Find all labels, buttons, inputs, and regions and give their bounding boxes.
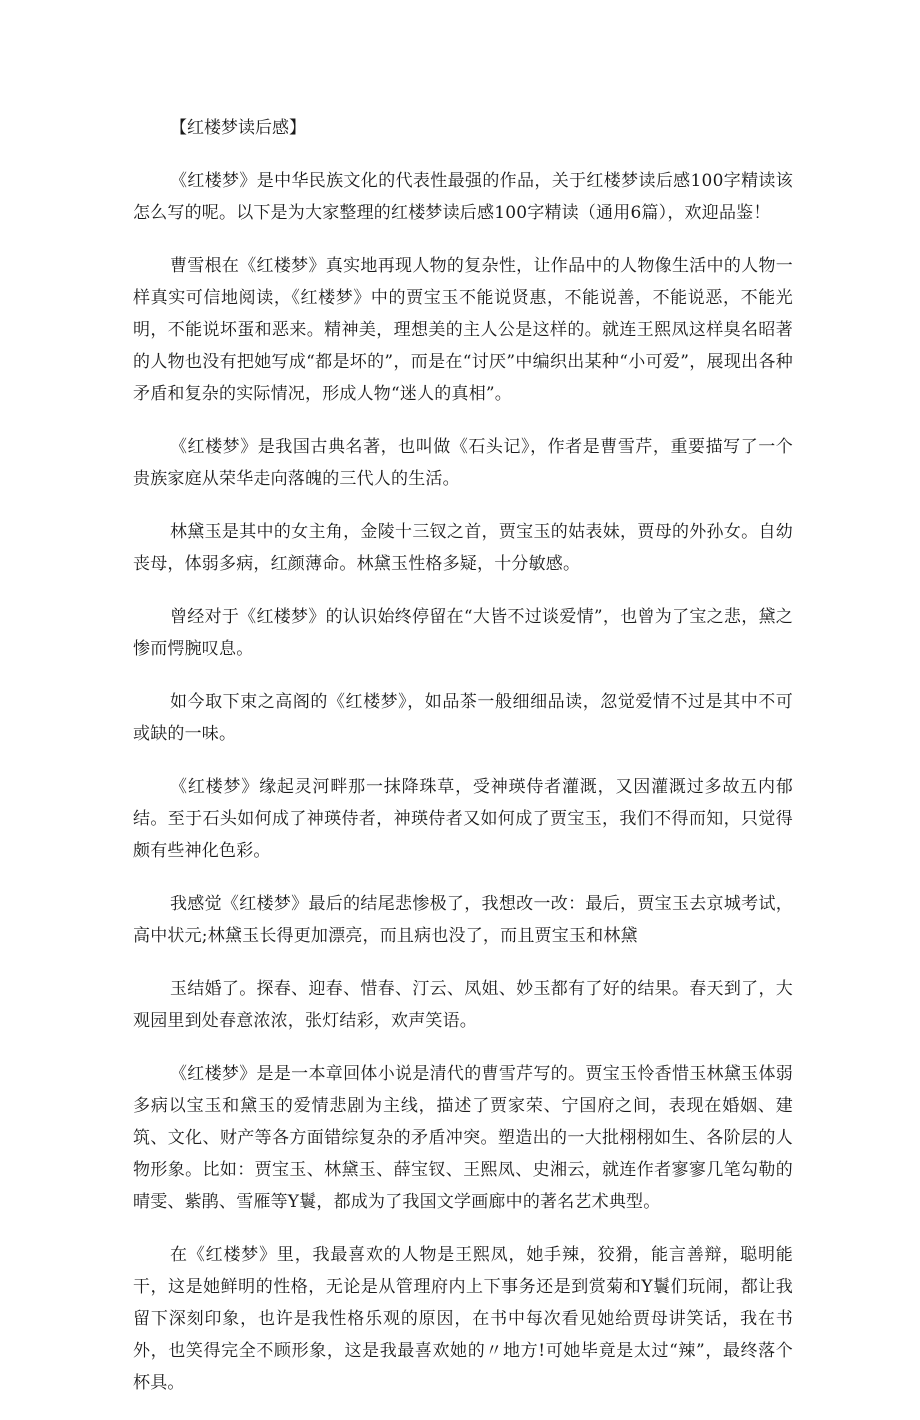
document-page <box>133 112 793 1420</box>
paragraph: 《红楼梦》缘起灵河畔那一抹降珠草，受神瑛侍者灌溉，又因灌溉过多故五内郁结。至于石头如何成了神瑛侍者，神瑛侍者又如何成了贾宝玉，我们不得而知，只觉得颇有些神化色彩。 <box>133 777 793 861</box>
paragraph: 玉结婚了。探春、迎春、惜春、汀云、凤姐、妙玉都有了好的结果。春天到了，大观园里到处春意浓浓，张灯结彩，欢声笑语。 <box>133 979 793 1031</box>
paragraph: 林黛玉是其中的女主角，金陵十三钗之首，贾宝玉的姑表妹，贾母的外孙女。自幼丧母，体弱多病，红颜薄命。林黛玉性格多疑，十分敏感。 <box>133 522 793 574</box>
paragraph: 曾经对于《红楼梦》的认识始终停留在“大皆不过谈爱情”，也曾为了宝之悲，黛之惨而愕腕叹息。 <box>133 607 793 659</box>
paragraph: 曹雪根在《红楼梦》真实地再现人物的复杂性，让作品中的人物像生活中的人物一样真实可信地阅读，《红楼梦》中的贾宝玉不能说贤惠，不能说善，不能说恶，不能光明，不能说坏蛋和恶来。精神美，理想美的主人公是这样的。就连王熙凤这样臭名昭著的人物也没有把她写成“都是坏的”，而是在“讨厌”中编织出某种“小可爱”，展现出各种矛盾和复杂的实际情况，形成人物“迷人的真相”。 <box>133 256 793 404</box>
paragraph: 《红楼梦》是我国古典名著，也叫做《石头记》，作者是曹雪芹，重要描写了一个贵族家庭从荣华走向落魄的三代人的生活。 <box>133 437 793 489</box>
paragraph: 《红楼梦》是是一本章回体小说是清代的曹雪芹写的。贾宝玉怜香惜玉林黛玉体弱多病以宝玉和黛玉的爱情悲剧为主线，描述了贾家荣、宁国府之间，表现在婚姻、建筑、文化、财产等各方面错综复杂的矛盾冲突。塑造出的一大批栩栩如生、各阶层的人物形象。比如：贾宝玉、林黛玉、薛宝钗、王熙凤、史湘云，就连作者寥寥几笔勾勒的晴雯、紫鹃、雪雁等Y鬟，都成为了我国文学画廊中的著名艺术典型。 <box>133 1064 793 1212</box>
paragraph: 在《红楼梦》里，我最喜欢的人物是王熙凤，她手辣，狡猾，能言善辩，聪明能干，这是她鲜明的性格，无论是从管理府内上下事务还是到赏菊和Y鬟们玩闹，都让我留下深刻印象，也许是我性格乐观的原因，在书中每次看见她给贾母讲笑话，我在书外，也笑得完全不顾形象，这是我最喜欢她的〃地方!可她毕竟是太过“辣”，最终落个杯具。 <box>133 1245 793 1393</box>
paragraph-intro: 《红楼梦》是中华民族文化的代表性最强的作品，关于红楼梦读后感100字精读该怎么写的呢。以下是为大家整理的红楼梦读后感100字精读（通用6篇），欢迎品鉴！ <box>133 171 793 223</box>
paragraph: 如今取下束之高阁的《红楼梦》，如品茶一般细细品读，忽觉爱情不过是其中不可或缺的一味。 <box>133 692 793 744</box>
paragraph: 我感觉《红楼梦》最后的结尾悲惨极了，我想改一改：最后，贾宝玉去京城考试，高中状元;林黛玉长得更加漂亮，而且病也没了，而且贾宝玉和林黛 <box>133 894 793 946</box>
document-heading: 【红楼梦读后感】 <box>170 118 306 138</box>
